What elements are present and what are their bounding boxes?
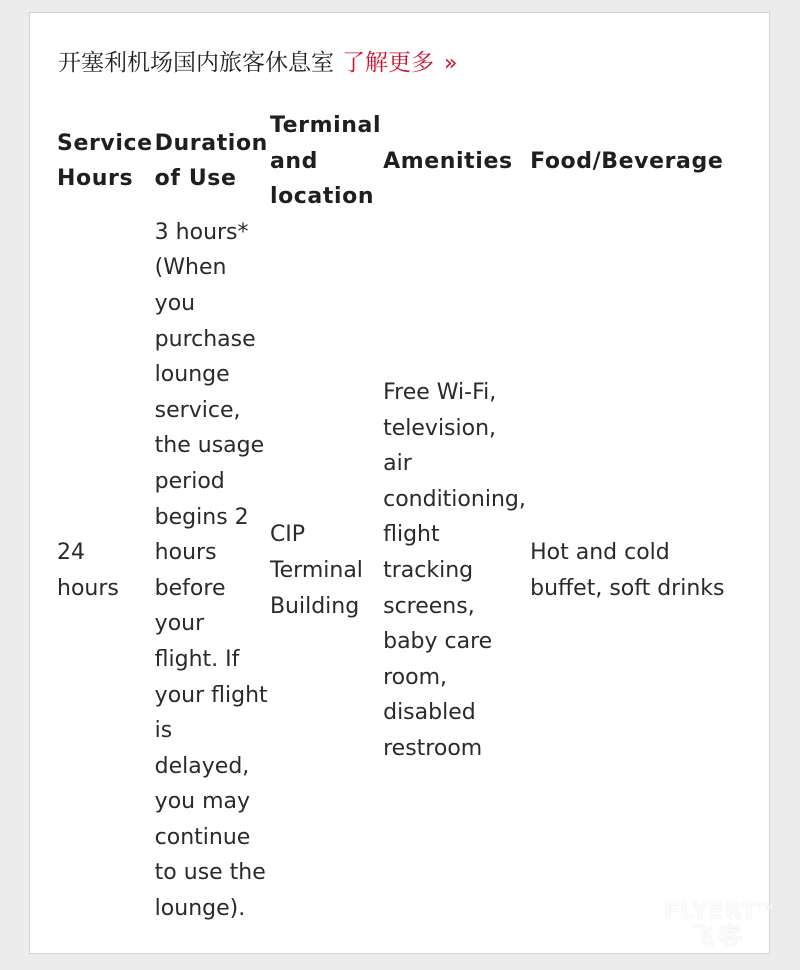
watermark-brand: FLYERT <box>664 899 758 925</box>
flyert-watermark <box>664 896 775 951</box>
header-amenities: Amenities <box>383 148 513 174</box>
lounge-details-table <box>56 108 731 927</box>
table-header-row <box>56 108 731 215</box>
cell-terminal-location: CIP Terminal Building <box>269 522 363 619</box>
cell-food-beverage: Hot and cold buffet, soft drinks <box>530 540 725 601</box>
cell-duration-of-use: 3 hours* (When you purchase lounge service, the usage period begins 2 hours before your flight. If your flight is delayed, you may continue to use the lounge). <box>154 219 268 922</box>
header-food-beverage: Food/Beverage <box>530 148 724 174</box>
chevron-double-right-icon[interactable]: » <box>444 51 458 76</box>
watermark-sub: 飞客 <box>690 922 746 951</box>
learn-more-link[interactable]: 了解更多 <box>342 50 434 76</box>
cell-amenities: Free Wi-Fi, television, air conditioning, flight tracking screens, baby care room, disabled restroom <box>383 379 526 761</box>
lounge-heading <box>58 48 457 79</box>
header-terminal-location: Terminal and location <box>269 113 382 210</box>
watermark-trademark: TM <box>757 903 775 913</box>
table-row <box>56 215 731 927</box>
header-duration-of-use: Duration of Use <box>154 130 268 192</box>
cell-service-hours: 24 hours <box>57 540 119 601</box>
header-service-hours: Service Hours <box>57 130 153 192</box>
lounge-title: 开塞利机场国内旅客休息室 <box>58 50 334 76</box>
